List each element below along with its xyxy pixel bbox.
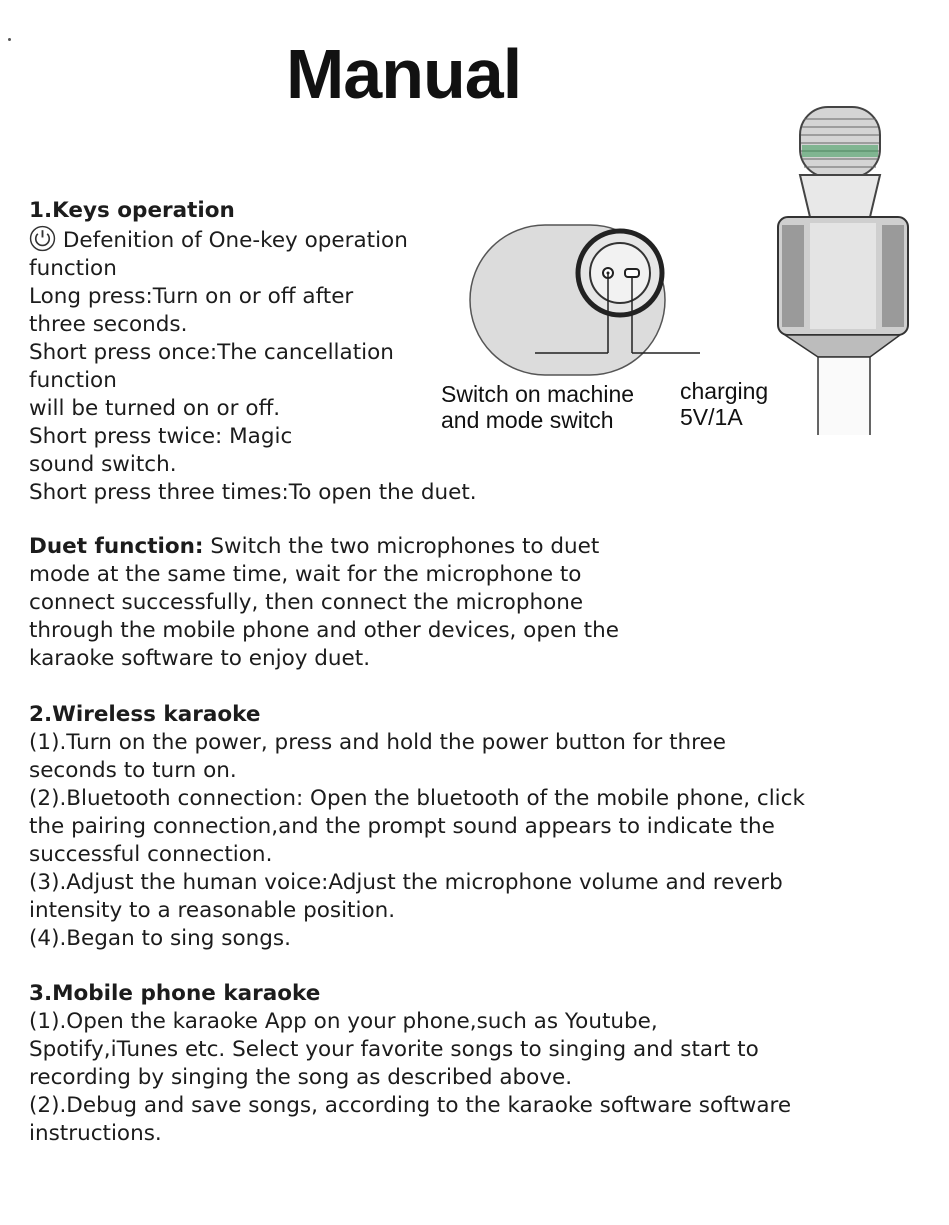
- duet-line-4: through the mobile phone and other devices, open the: [29, 618, 619, 643]
- scan-speck: [8, 38, 11, 41]
- duet-label: Duet function:: [29, 534, 204, 559]
- switch-label-line-2: and mode switch: [441, 407, 614, 433]
- wireless-line-6: (3).Adjust the human voice:Adjust the microphone volume and reverb: [29, 870, 783, 895]
- duet-line-5: karaoke software to enjoy duet.: [29, 646, 371, 671]
- wireless-heading: 2.Wireless karaoke: [29, 702, 261, 727]
- charging-callout: [680, 378, 768, 430]
- mobile-line-5: instructions.: [29, 1121, 162, 1146]
- wireless-line-1: (1).Turn on the power, press and hold the power button for three: [29, 730, 726, 755]
- power-icon: [29, 225, 56, 252]
- keys-line-6: function: [29, 368, 117, 393]
- wireless-line-3: (2).Bluetooth connection: Open the bluetooth of the mobile phone, click: [29, 786, 805, 811]
- keys-line-1: Defenition of One-key operation: [62, 228, 408, 253]
- charging-label-line-2: 5V/1A: [680, 404, 743, 430]
- keys-line-7: will be turned on or off.: [29, 396, 281, 421]
- duet-section: [29, 533, 619, 673]
- mobile-line-3: recording by singing the song as described above.: [29, 1065, 573, 1090]
- mobile-line-4: (2).Debug and save songs, according to the karaoke software software: [29, 1093, 792, 1118]
- duet-line-2: mode at the same time, wait for the microphone to: [29, 562, 582, 587]
- switch-label-line-1: Switch on machine: [441, 381, 635, 407]
- wireless-line-7: intensity to a reasonable position.: [29, 898, 396, 923]
- keys-line-4: three seconds.: [29, 312, 188, 337]
- microphone-bottom-view: [470, 225, 700, 375]
- duet-line-1: Switch the two microphones to duet: [203, 534, 600, 559]
- keys-operation-section: [29, 197, 477, 507]
- keys-line-10: Short press three times:To open the duet.: [29, 480, 477, 505]
- wireless-line-2: seconds to turn on.: [29, 758, 237, 783]
- mobile-line-1: (1).Open the karaoke App on your phone,such as Youtube,: [29, 1009, 658, 1034]
- wireless-line-8: (4).Began to sing songs.: [29, 926, 291, 951]
- page-title: Manual: [286, 35, 522, 113]
- keys-line-8: Short press twice: Magic: [29, 424, 293, 449]
- keys-line-3: Long press:Turn on or off after: [29, 284, 354, 309]
- duet-line-3: connect successfully, then connect the microphone: [29, 590, 584, 615]
- wireless-line-4: the pairing connection,and the prompt sound appears to indicate the: [29, 814, 775, 839]
- wireless-karaoke-section: [29, 701, 805, 953]
- charging-label-line-1: charging: [680, 378, 769, 404]
- keys-line-2: function: [29, 256, 117, 281]
- keys-line-9: sound switch.: [29, 452, 177, 477]
- microphone-side-view: [778, 107, 908, 435]
- mobile-karaoke-section: [29, 980, 791, 1148]
- mobile-heading: 3.Mobile phone karaoke: [29, 981, 321, 1006]
- wireless-line-5: successful connection.: [29, 842, 273, 867]
- mobile-line-2: Spotify,iTunes etc. Select your favorite songs to singing and start to: [29, 1037, 759, 1062]
- keys-line-5: Short press once:The cancellation: [29, 340, 394, 365]
- keys-heading: 1.Keys operation: [29, 198, 235, 223]
